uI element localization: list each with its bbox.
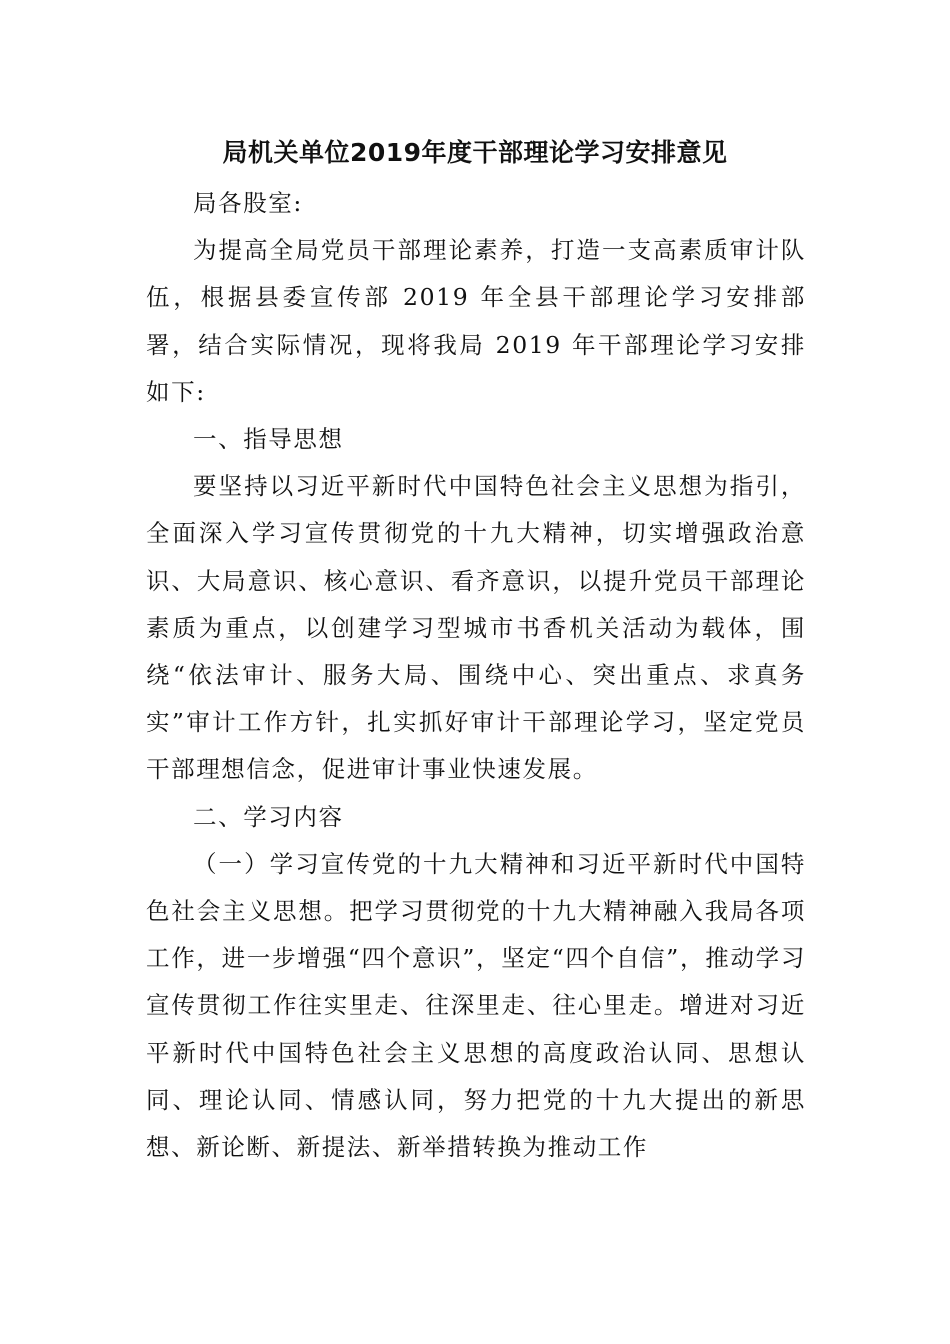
section-heading-study-content: 二、学习内容: [193, 802, 344, 831]
study-content-paragraph: （一）学习宣传党的十九大精神和习近平新时代中国特色社会主义思想。把学习贯彻党的十九大精神融入我局各项工作，进一步增强“四个意识”，坚定“四个自信”，推动学习宣传贯彻工作往实里走、往深里走、往心里走。增进对习近平新时代中国特色社会主义思想的高度政治认同、思想认同、理论认同、情感认同，努力把党的十九大提出的新思想、新论断、新提法、新举措转换为推动工作: [146, 849, 806, 1162]
salutation: 局各股室:: [193, 189, 303, 217]
document-body: [146, 180, 806, 1171]
section-heading-guiding-thought: 一、指导思想: [193, 425, 344, 454]
guiding-thought-paragraph: 要坚持以习近平新时代中国特色社会主义思想为指引，全面深入学习宣传贯彻党的十九大精神，切实增强政治意识、大局意识、核心意识、看齐意识，以提升党员干部理论素质为重点，以创建学习型城市书香机关活动为载体，围绕“依法审计、服务大局、围绕中心、突出重点、求真务实”审计工作方针，扎实抓好审计干部理论学习，坚定党员干部理想信念，促进审计事业快速发展。: [146, 472, 806, 784]
document-title: 局机关单位2019年度干部理论学习安排意见: [222, 138, 728, 167]
intro-paragraph: 为提高全局党员干部理论素养，打造一支高素质审计队伍，根据县委宣传部 2019 年全县干部理论学习安排部署，结合实际情况，现将我局 2019 年干部理论学习安排如下:: [146, 236, 806, 406]
